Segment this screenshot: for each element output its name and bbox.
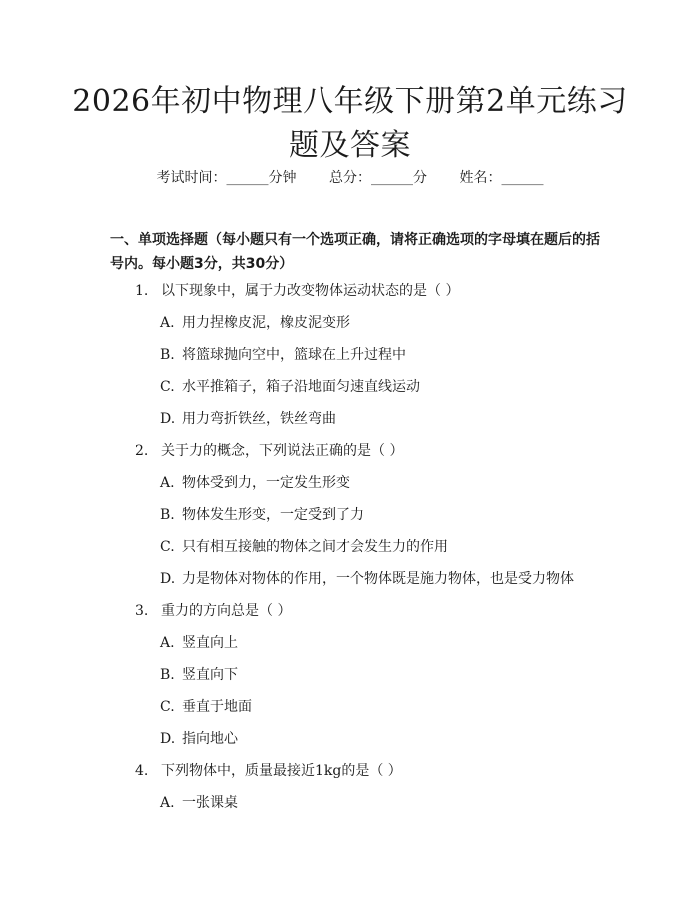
document-title: 2026年初中物理八年级下册第2单元练习题及答案 bbox=[72, 84, 628, 163]
option-text: 一张课桌 bbox=[182, 795, 238, 811]
option-item bbox=[160, 345, 406, 365]
exam-time-field: 考试时间：______分钟 bbox=[156, 170, 297, 186]
option-text: 物体受到力，一定发生形变 bbox=[182, 475, 350, 491]
question-text: 重力的方向总是（ ） bbox=[161, 603, 292, 619]
option-item bbox=[160, 313, 350, 333]
option-letter: C. bbox=[160, 539, 175, 555]
question-item bbox=[135, 441, 403, 461]
option-letter: C. bbox=[160, 699, 175, 715]
option-item bbox=[160, 665, 238, 685]
option-text: 竖直向上 bbox=[182, 635, 238, 651]
option-letter: C. bbox=[160, 379, 175, 395]
question-text: 关于力的概念，下列说法正确的是（ ） bbox=[161, 443, 404, 459]
option-letter: D. bbox=[160, 571, 176, 587]
option-item bbox=[160, 473, 350, 493]
option-item bbox=[160, 569, 574, 589]
option-letter: A. bbox=[160, 795, 175, 811]
option-text: 用力弯折铁丝，铁丝弯曲 bbox=[182, 411, 336, 427]
option-item bbox=[160, 729, 238, 749]
option-text: 指向地心 bbox=[182, 731, 238, 747]
option-letter: A. bbox=[160, 475, 175, 491]
option-item bbox=[160, 537, 448, 557]
exam-info-line bbox=[0, 168, 700, 188]
option-item bbox=[160, 697, 252, 717]
option-text: 将篮球抛向空中，篮球在上升过程中 bbox=[182, 347, 406, 363]
option-text: 水平推箱子，箱子沿地面匀速直线运动 bbox=[182, 379, 420, 395]
option-letter: B. bbox=[160, 507, 175, 523]
option-item bbox=[160, 633, 238, 653]
section-heading-single-choice: 一、单项选择题（每小题只有一个选项正确，请将正确选项的字母填在题后的括号内。每小题3分，共30分） bbox=[110, 232, 600, 272]
option-letter: A. bbox=[160, 315, 175, 331]
question-item bbox=[135, 761, 402, 781]
question-item bbox=[135, 601, 291, 621]
option-text: 力是物体对物体的作用，一个物体既是施力物体，也是受力物体 bbox=[182, 571, 574, 587]
option-letter: B. bbox=[160, 667, 175, 683]
option-text: 垂直于地面 bbox=[182, 699, 252, 715]
question-number: 4. bbox=[135, 763, 149, 779]
question-text: 下列物体中，质量最接近1kg的是（ ） bbox=[161, 763, 402, 779]
option-item bbox=[160, 505, 364, 525]
option-letter: A. bbox=[160, 635, 175, 651]
option-letter: D. bbox=[160, 411, 176, 427]
option-item bbox=[160, 377, 420, 397]
option-text: 竖直向下 bbox=[182, 667, 238, 683]
option-item bbox=[160, 409, 336, 429]
question-number: 3. bbox=[135, 603, 149, 619]
question-number: 1. bbox=[135, 283, 149, 299]
total-score-field: 总分：______分 bbox=[329, 170, 427, 186]
question-text: 以下现象中，属于力改变物体运动状态的是（ ） bbox=[161, 283, 460, 299]
option-text: 只有相互接触的物体之间才会发生力的作用 bbox=[182, 539, 448, 555]
option-letter: B. bbox=[160, 347, 175, 363]
student-name-field: 姓名：______ bbox=[459, 170, 544, 186]
option-text: 物体发生形变，一定受到了力 bbox=[182, 507, 364, 523]
option-letter: D. bbox=[160, 731, 176, 747]
option-text: 用力捏橡皮泥，橡皮泥变形 bbox=[182, 315, 350, 331]
question-number: 2. bbox=[135, 443, 149, 459]
question-item bbox=[135, 281, 459, 301]
option-item bbox=[160, 793, 238, 813]
